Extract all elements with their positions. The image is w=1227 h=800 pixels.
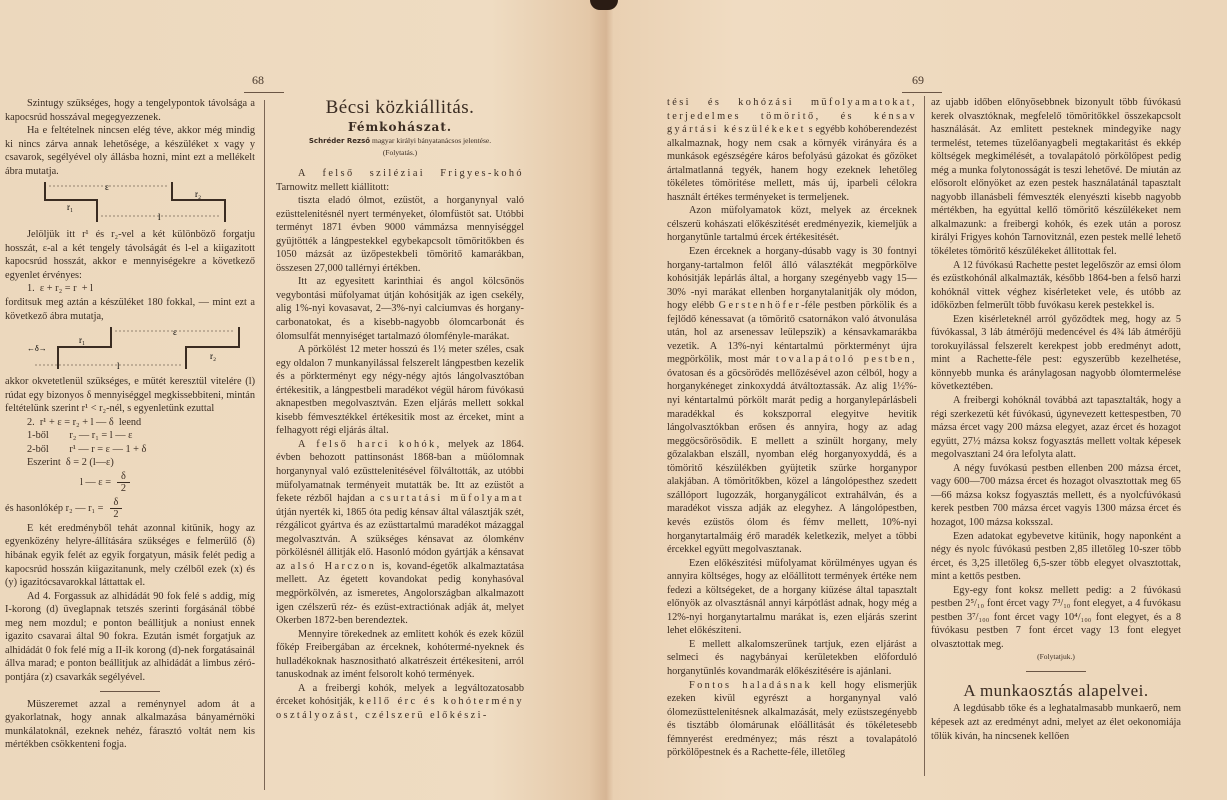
paragraph bbox=[276, 167, 524, 194]
paragraph: akkor okvetetlenül szükséges, e mütét keresztül vitelére (l) rúdat egy bizonyos δ mennyiséggel megkissebbiteni, mintán feltételünk szerint r¹ < r₂-nél, s egyenletünk ezuttal bbox=[5, 376, 255, 415]
equation-fraction-1 bbox=[5, 470, 255, 496]
paragraph: Szintugy szükséges, hogy a tengelypontok távolsága a kapocsrúd hosszával megegyezzenek. bbox=[5, 98, 255, 123]
page-number: 68 bbox=[252, 73, 264, 87]
equation: 1. ε + r₂ = r + l bbox=[27, 283, 93, 295]
fraction bbox=[110, 497, 123, 520]
equation-left: l — ε = bbox=[80, 477, 112, 489]
section-rule bbox=[100, 691, 160, 692]
column-divider bbox=[264, 100, 265, 790]
equation: 2. r¹ + ε = r₂ + l — δ leend bbox=[27, 416, 142, 428]
label-l: l bbox=[117, 361, 120, 372]
article-subtitle: Fémkohászat. bbox=[347, 120, 453, 134]
text: útján nyerték ki, 1865 óta pedig kénsav által választják szét, rézgálicot gyártva és az ezüsttartalmú maradékot mázaggal megolvasztván. A szükséges kénsavat az ólomkénv pörkölésnél állitják elő. Hasonló módon gyártják a kénsavat az bbox=[276, 506, 524, 572]
article-title: A munkaosztás alapelvei. bbox=[963, 681, 1149, 701]
column-divider bbox=[924, 96, 925, 776]
paragraph: A négy fuvókasú pestben ellenben 200 mázsa ércet, vagy 600—700 mázsa ércet és hozagot olvasztottak meg 65—66 mázsa koksz fogyasztás mellett, és a nyolcfúvókasú kerek pestben 700 mázsa ércet vagyis 1300 mázsa ércet és hozagot, 100 mázsa koksszal. bbox=[931, 462, 1181, 528]
paragraph: Ha e feltételnek nincsen elég téve, akkor még mindig ki nincs zárva annak lehetősége, a készüléket x vagy y csavarok, segélyével oly állásba hozni, mint ezt a mellékelt ábra mutatja. bbox=[5, 125, 255, 177]
spaced-text: tési és kohózási müfolyamatokat, terjedelmes tömöritő, és kénsav gyártási készülékeket bbox=[667, 97, 917, 136]
numerator: δ bbox=[117, 471, 130, 483]
author-name: Schréder Rezső bbox=[308, 137, 371, 145]
right-column bbox=[931, 96, 1181, 743]
left-page bbox=[0, 0, 598, 800]
label-r2: r₂ bbox=[210, 351, 217, 362]
equation-fraction-2 bbox=[5, 496, 255, 522]
label-e: ε bbox=[105, 182, 109, 193]
left-column bbox=[667, 96, 917, 760]
paragraph: Egy-egy font koksz mellett pedig: a 2 fúvókasú pestben 2⁵/₁₀ font ércet vagy 7³/₁₀ font elegyet, a 4 fuvókasu pestben 3⁷/₁₀₀ font ércet vagy 10⁴/₁₀₀ font elegyet, és a 8 fúvókasu pestben 7 font ércet vagy 13 font elegyet olvasztottak meg. bbox=[931, 584, 1181, 650]
text: óvatosan és a göcsörödés mellőzésével azon célból, hogy a horganykéneget zinkoxyddá átváltoztassák. Az alig 1½%-nyi kéntartalmú pörkölt marát pedig a horganylepárlásbeli maradékkal és kokszporral elegyitve hevitik lángolvasztókban erősen és annyira, hogy az adag meggöcsörösödik. E mellett a szinült horgany, mely gőzalakban elszáll, nyomban elég horganyoxyddá, és a tömöritő készülékben gyüjtetik szürke horganypor alakjában. A tömöritőkben, közel a lángolópesthez szedett szállóport lugozzák, horganygálicot extrahálván, és a maradékot vissza adják az elegyhez. A lángolópestben, kevés ezüstös ólom és fémv mellett, 10%-nyi horganytartalmáig érő maradék keletkezik, melyet a többi ércekkel együtt megolvasztanak. bbox=[667, 367, 917, 556]
paragraph: Ezen adatokat egybevetve kitünik, hogy naponként a négy és nyolc fúvókasú pestben 2,85 illetőleg 10-szer több ércet, és 3,25 illetőleg 6,5-szer több elegyet olvasztottak, mint a kettős pestben. bbox=[931, 530, 1181, 583]
paragraph: Azon müfolyamatok közt, melyek az érceknek célszerü kohászati előkészitését eredményezik, kiemeljük a horganytünle tartalmú ércek értékesitését. bbox=[667, 205, 917, 244]
denominator: 2 bbox=[120, 483, 127, 495]
spaced-text: csurtatási müfolyamat bbox=[379, 493, 524, 505]
diagram-line bbox=[186, 327, 239, 369]
paragraph: Ezen kisérleteknél arról győződtek meg, hogy az 5 fúvókassal, 3 láb átmérőjü medencével és 4¾ láb átmérőjü torokuyilással felszerelt kerekpest jobb eredményt adott, mint a Rachette-féle pest: egyszerübb kezelhetése, könnyebb munka és aránylagosan nagyobb ólomtermelése következtében. bbox=[931, 313, 1181, 393]
paragraph bbox=[276, 682, 524, 723]
text: Tarnowitz mellett kiállitott: bbox=[276, 181, 390, 193]
paragraph: Mennyire törekednek az emlitett kohók és ezek közül főkép Freibergában az érceknek, kohótermé-nyeknek és hulladékoknak hasznositható alkatrészeit értékesiteni, arról tanuskodnak az imént felsorolt kohó termények. bbox=[276, 628, 524, 681]
paragraph bbox=[667, 679, 917, 760]
spaced-text: Fontos haladásnak bbox=[689, 679, 813, 691]
paragraph: az ujabb időben előnyösebbnek bizonyult több fúvókasú kerek olvasztóknak, megfelelő tömöritőkkel összekapcsolt használását. Az emlitett pesteknek mindegyike nagy termelést, tetemes tüzelőanyagbeli megtakaritást és ekkép költségek megkimélését, a tovalapátoló pörkölőpest pedig még a munka folytonosságát is teszi lehetővé. De miután az elősorolt előnyöket az ezen pestek használatánál tapasztalt nagyobb illanásbeli fémveszték elenyészti kisebb nagyobb mértékben, ha egyúttal kellő tömöritő készülékeket nem alkalmazunk: a freibergi kohók, és ezek után a porosz királyi Frigyes kohón Tarnovitznál, ezen pestek mellé lehető tökéletes tömöritő készülékeket állitottak fel. bbox=[931, 97, 1181, 258]
paragraph: Müszeremet azzal a reménynyel adom át a gyakorlatnak, hogy annak alkalmazása bányamérnöki munkálatoknál, ezeknek nehéz, fárasztó voltát nem kis mértékben csökkenteni fogja. bbox=[5, 698, 255, 751]
article-title: Bécsi közkiállitás. bbox=[325, 97, 475, 118]
right-column bbox=[276, 97, 524, 722]
author-line bbox=[276, 135, 524, 147]
paragraph: A freibergi kohóknál továbbá azt tapasztalták, hogy a régi szerkezetü két fúvókasú, úgynevezett kettespestben, 70 mázsa ércet vagy 200 mázsa elegyet, azaz ércet és hozagot együtt, 27½ mázsa koksz fogyasztás mellett voltak képesek megolvasztani 24 óra lefolyta alatt. bbox=[931, 395, 1181, 461]
label-delta: ←δ→ bbox=[27, 344, 47, 354]
continuation-note: (Folytatás.) bbox=[382, 148, 418, 157]
spaced-text: tovalapátoló pestben, bbox=[775, 354, 917, 366]
equation: Eszerint δ = 2 (l—ε) bbox=[27, 457, 114, 469]
paragraph: A 12 fúvókasú Rachette pestet legelőször az emsi ólom és ezüstkohónál alkalmazták, később 1864-ben a felső harzi kohóknál vittek véghez kisérleteket vele, és utóbb az időközben felmerült több fuvókasu kerek pestekkel is. bbox=[931, 259, 1181, 312]
page-number-rule bbox=[902, 92, 942, 93]
text: kell hogy elismerjük ezeken kivül egyrészt a horganynyal való ólomezüsttelenitésnek alkalmazását, mely ezüstszegényebb és tisztább ólomárunak előállitását és tökéletesebb fémnyerést eredményez; más részt a tovalapátoló pörkölőpestnek és a Rachette-féle, illetőleg bbox=[667, 679, 917, 759]
paragraph: Jelöljük itt r¹ és r₂-vel a két különböző forgatju hosszát, ε-al a két tengely távolságát és l-el a kiigazitott kapocsrúd hosszát, akkor e mennyiségekre a következő egyenlet érvényes: bbox=[5, 229, 255, 281]
page-number-rule bbox=[244, 92, 284, 93]
numerator: δ bbox=[110, 497, 123, 509]
left-column bbox=[5, 97, 255, 752]
diagram-line bbox=[58, 327, 111, 369]
paragraph: A pörkölést 12 meter hosszú és 1½ meter széles, csak egy oldalon 7 munkanyilással felszerelt lángpestben kezelik és a pörkterményt egy négy-négy ajtós lángolvasztóban értékesitik, a lángpestbeli maradékot végül három fúvókasú aknapestben megolvasztván. Ezen eljárás mellett sokkal kisebb fémvesztékkel értékesitik most az érceket, mint a felhagyott régi eljárás által. bbox=[276, 344, 524, 437]
label-l: l bbox=[158, 212, 161, 223]
denominator: 2 bbox=[113, 509, 119, 521]
text: is, kovand-égetők alkalmaztatása mellett. Az égetett kovandokat pedig konyhasóval megpörkölvén, az ismeretes, Angolországban alkalmazott igen czélszerü réz- és ezüst-extractiónak adják át, melyet Okerben 1872-ben berendeztek. bbox=[276, 560, 525, 627]
paragraph: A legdúsabb tőke és a leghatalmasabb munkaerő, nem képesek azt az eredményt adni, melyet az élet oekonomiája tőlük kiván, ha nincsenek kellően bbox=[931, 703, 1181, 742]
paragraph: Ezen előkészitési müfolyamat körülményes ugyan és annyira költséges, hogy az előállitott termények értéke nem fedezi a költségeket, de a horgany kiüzése által tapasztalt előnyök az olvasztásnál annyi kárpótlást adnak, hogy még a 12%-nyi horganytartalmu marákat is, ezen eljárás szerint lehet előkésziteni. bbox=[667, 557, 917, 637]
continued-note: (Folytatjuk.) bbox=[1037, 652, 1075, 662]
label-e: ε bbox=[173, 327, 177, 338]
paragraph: E mellett alkalomszerünek tartjuk, ezen eljárást a selmeci és nagybányai kerületekben előforduló horganytünlés kovandmarák előkészitésére is ajánlani. bbox=[667, 638, 917, 677]
right-page bbox=[606, 0, 1227, 800]
paragraph: Itt az egyesitett karinthiai és angol kölcsönös vegybontási müfolyamat útján kohósitják az igen csekély, alig 1%-nyi kovasavat, 2—3%-nyi calciumvas és horgany-carbonatokat, és a kisebb-nagyobb ólomcarbonát és ólomsulfát mennyiséget tartalmazó ólomfényle-marákat. bbox=[276, 276, 524, 342]
paragraph bbox=[667, 245, 917, 557]
equation: 2-ből r¹ — r = ε — 1 + δ bbox=[27, 443, 147, 455]
paragraph: Ad 4. Forgassuk az alhidádát 90 fok felé s addig, míg I-korong (d) üveglapnak tetszés szerinti forgásánál többé meg nem mozdul; e ponton beállitjuk a noniust ennek igazito csavarai által 90 fokra. Ezután ismét forgatjuk az alhidádát 0 fok felé míg a II-ik korong (d)-nek forgatásainál állva marad; e ponton beállitjuk az alhidádát a limbus zéró-pontjára (z) csavarkák segélyével. bbox=[5, 590, 255, 683]
paragraph: E két eredményből tehát azonnal kitünik, hogy az egyenközény helyre-állítására szükséges e felmerülő (δ) hibának egyik felét az egyik forgatyun, másik felét pedig a kapocsrúd hosszán kiigazitanunk, mely czélből ezek (x) és (y) igazitócsavarokkal láttattak el. bbox=[5, 522, 255, 589]
label-r2: r₂ bbox=[195, 189, 202, 200]
text: -féle pestben pörkölik és a fejlődő kénessavat (a tömöritő csatornákon való átvonulása után, hol az arsenessav leülepszik) a kénsavkamarákba vezetik. A 13%-nyi kéntartalmú pörkterményt újra megpörkölik, most már bbox=[667, 300, 917, 366]
spaced-text: kellő érc és kohótermény osztályozást, czélszerü előkészi- bbox=[276, 696, 524, 721]
paragraph bbox=[667, 96, 917, 204]
crank-diagram-1 bbox=[5, 180, 255, 226]
page-number: 69 bbox=[912, 73, 924, 87]
text: s egyébb kohóberendezést alkalmaznak, hogy nem csak a környék virányára és a munkások egészségére káros befolyású gázokat és gőzöket ártalmatlanná tegyék, hanem hogy ezeknek lehetőleg tökéletes tömöritése mellett, más új, iparbeli célokra használt értékes terményeket is termeljenek. bbox=[667, 124, 918, 203]
paragraph: tiszta eladó ólmot, ezüstöt, a horganynyal való ezüsttelenitésnél nyert terményeket, ólomfüstöt sat. Utóbbi terményt 1871 évben 9000 vámmázsa mennyiséggel gyüjtötték a lángpestekkel egybekapcsolt tömöritőkben és 1050 mázsát az üzőpestekbeli tömöritő kamarákban, összesen 27,000 tallérnyi értékben. bbox=[276, 195, 524, 274]
spaced-text: A felső harci kohók, bbox=[298, 438, 442, 450]
spaced-text: A felső sziléziai Frigyes-kohó bbox=[298, 168, 524, 179]
label-r1: r₁ bbox=[67, 202, 74, 213]
equation: 1-ből r₂ — r₁ = l — ε bbox=[27, 430, 133, 442]
paragraph: forditsuk meg aztán a készüléket 180 fokkal, — mint ezt a következő ábra mutatja, bbox=[5, 297, 255, 322]
section-rule bbox=[1026, 671, 1086, 672]
spaced-text: Gerstenhöfer bbox=[718, 300, 802, 312]
label-r1: r₁ bbox=[79, 335, 86, 346]
paragraph bbox=[276, 438, 524, 628]
text: Ezen érceknek a horgany-dúsabb vagy is 30 fontnyi horgany-tartalmon felől álló választékát megpörkölve kohósitják lepárlás által, a horgany szegényebb vagy 15—30% -nyi marákat ellenben horganytalanitják oly módon, hogy elébb bbox=[667, 246, 917, 312]
text: melyek az 1864. évben behozott pattinsonást 1868-ban a müólomnak horganynyal való ezüsttelenitésével fölváltották, az utóbbi müfolyamatnak terményeit mutatták be. Itt az ezüstöt a fekete rézből hajdan a bbox=[276, 438, 524, 505]
crank-diagram-2 bbox=[5, 325, 255, 373]
equation-left: és hasonlókép r₂ — r₁ = bbox=[5, 503, 104, 515]
spaced-text: alsó Harczon bbox=[290, 560, 377, 572]
fraction bbox=[117, 471, 130, 494]
text: A a freibergi kohók, melyek a legváltozatosabb érceket kohósitják, bbox=[276, 682, 524, 708]
author-role: magyar királyi bányatanácsos jelentése. bbox=[371, 136, 492, 145]
